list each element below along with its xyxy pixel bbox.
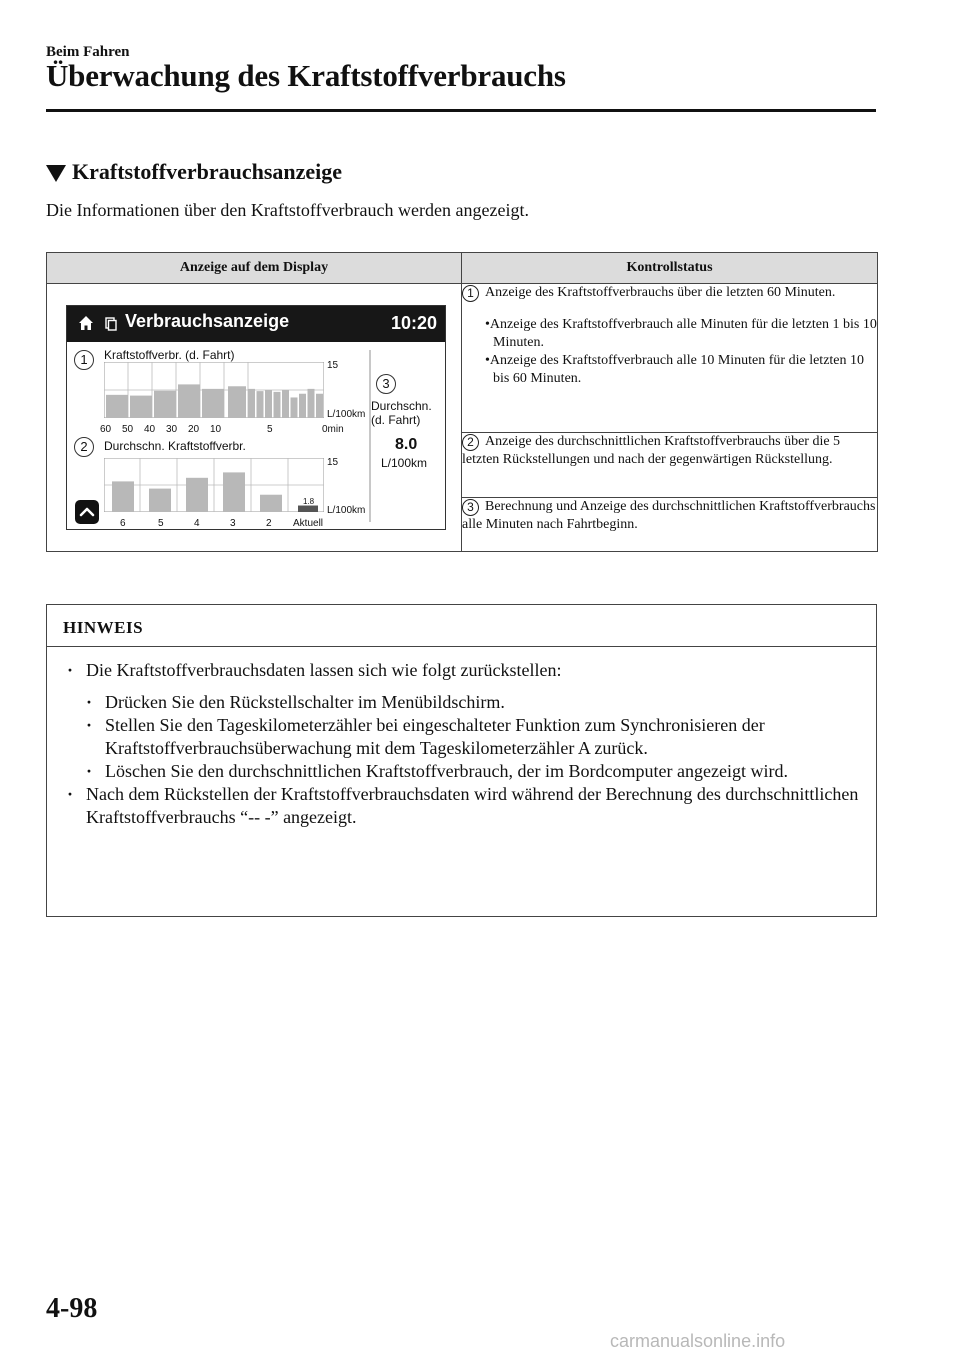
tick-label: 4: [194, 518, 200, 530]
status-number-2: 2: [462, 434, 479, 451]
tick-label: Aktuell: [293, 518, 324, 530]
chart2-plot: [104, 458, 324, 512]
bar-5: [149, 489, 171, 512]
status-text-2: Anzeige des durchschnittlichen Kraftstoffverbrauchs über die 5 letzten Rückstellungen und nach der gegenwärtigen Rückstellung.: [462, 434, 841, 468]
display-screenshot: [66, 305, 446, 530]
note-body: [47, 659, 876, 829]
note-sub-2: · Stellen Sie den Tageskilometerzähler bei eingeschalteter Funktion zum Synchronisieren der Kraftstoffverbrauchsüberwachung mit dem Tageskilometerzähler A zurück.: [47, 714, 876, 760]
status-text-1: Anzeige des Kraftstoffverbrauchs über die letzten 60 Minuten.: [485, 285, 836, 301]
chart1-unit: L/100km: [327, 409, 366, 421]
tick-label: 20: [188, 424, 200, 436]
tick-label: 10: [210, 424, 222, 436]
note-title: HINWEIS: [63, 618, 144, 637]
chart1-plot: [104, 362, 324, 418]
display-table: [46, 252, 878, 552]
status-text-3: Berechnung und Anzeige des durchschnittlichen Kraftstoffverbrauchs alle Minuten nach Fahrtbeginn.: [462, 499, 876, 533]
bar-20: [202, 389, 224, 418]
bar-40: [154, 391, 176, 418]
bar-6: [274, 392, 281, 418]
chart2-ymax: 15: [327, 457, 339, 469]
display-clock: 10:20: [390, 313, 437, 334]
bar-1: [316, 394, 323, 418]
display-image-cell: [47, 284, 462, 552]
note-sub-1: · Drücken Sie den Rückstellschalter im Menübildschirm.: [47, 691, 876, 714]
tick-label: 2: [266, 518, 272, 530]
watermark: carmanualsonline.info: [610, 1331, 786, 1351]
tick-label: 40: [144, 424, 156, 436]
title-divider: [46, 109, 876, 112]
avg-unit: L/100km: [381, 456, 428, 471]
tick-label: 6: [120, 518, 126, 530]
avg-label-2: (d. Fahrt): [371, 413, 421, 428]
bar-3: [223, 473, 245, 513]
bar-5: [282, 390, 289, 418]
document-icon: [105, 317, 117, 331]
section-label: Beim Fahren: [46, 44, 130, 60]
status-row-3: [462, 498, 878, 552]
bar-9: [248, 389, 255, 418]
bar-60: [106, 395, 128, 418]
chevron-up-icon: [75, 500, 99, 524]
triangle-marker-icon: [46, 165, 66, 182]
display-header: [67, 306, 445, 342]
marker-3: 3: [376, 374, 396, 394]
bar-50: [130, 396, 152, 418]
bar-7: [265, 390, 272, 418]
intro-text: Die Informationen über den Kraftstoffverbrauch werden angezeigt.: [46, 200, 529, 220]
status-sub-1: •Anzeige des Kraftstoffverbrauch alle Minuten für die letzten 1 bis 10 Minuten.: [485, 317, 877, 351]
chart1-ymax: 15: [327, 360, 339, 372]
tick-label: 30: [166, 424, 178, 436]
subheading: [46, 159, 342, 185]
note-header: [47, 605, 876, 647]
chart1-label: Kraftstoffverbr. (d. Fahrt): [104, 348, 235, 363]
marker-2: 2: [74, 437, 94, 457]
bar-4: [186, 478, 208, 512]
display-separator: [369, 350, 371, 522]
chart2-label: Durchschn. Kraftstoffverbr.: [104, 439, 246, 454]
reset-button[interactable]: [75, 500, 99, 524]
status-row-2: [462, 433, 878, 498]
avg-label-1: Durchschn.: [371, 399, 432, 414]
tick-label: 0min: [322, 424, 344, 436]
status-number-3: 3: [462, 499, 479, 516]
bar-30: [178, 385, 200, 419]
bar-4: [291, 398, 298, 419]
bar-3: [299, 394, 306, 418]
current-value-label: 1.8: [303, 497, 315, 507]
status-sub-2: •Anzeige des Kraftstoffverbrauch alle 10 Minuten für die letzten 10 bis 60 Minuten.: [485, 353, 865, 387]
page-title: Überwachung des Kraftstoffverbrauchs: [46, 58, 566, 93]
note-bullet-2: · Nach dem Rückstellen der Kraftstoffverbrauchsdaten wird während der Berechnung des durchschnittlichen Kraftstoffverbrauchs “-- -” angezeigt.: [47, 783, 876, 829]
note-sub-3: · Löschen Sie den durchschnittlichen Kraftstoffverbrauch, der im Bordcomputer angezeigt wird.: [47, 760, 876, 783]
table-header-display: Anzeige auf dem Display: [47, 253, 462, 284]
table-header-status: Kontrollstatus: [462, 253, 878, 284]
chart2-unit: L/100km: [327, 505, 366, 517]
tick-label: 5: [267, 424, 273, 436]
note-bullet-1: · Die Kraftstoffverbrauchsdaten lassen sich wie folgt zurückstellen:: [47, 659, 876, 682]
bar-6: [112, 482, 134, 513]
tick-label: 60: [100, 424, 112, 436]
tick-label: 50: [122, 424, 134, 436]
bar-2: [260, 495, 282, 512]
status-row-1: [462, 284, 878, 433]
page-number: 4-98: [46, 1293, 98, 1324]
avg-value: 8.0: [395, 436, 418, 454]
tick-label: 5: [158, 518, 164, 530]
bar-8: [257, 392, 264, 419]
home-icon: [77, 314, 95, 332]
note-box: [46, 604, 877, 917]
display-body: [67, 342, 445, 529]
tick-label: 3: [230, 518, 236, 530]
subheading-text: Kraftstoffverbrauchsanzeige: [72, 159, 343, 184]
bar-10: [228, 387, 246, 419]
bar-2: [308, 389, 315, 418]
display-title: Verbrauchsanzeige: [125, 311, 290, 332]
status-number-1: 1: [462, 285, 479, 302]
marker-1: 1: [74, 350, 94, 370]
